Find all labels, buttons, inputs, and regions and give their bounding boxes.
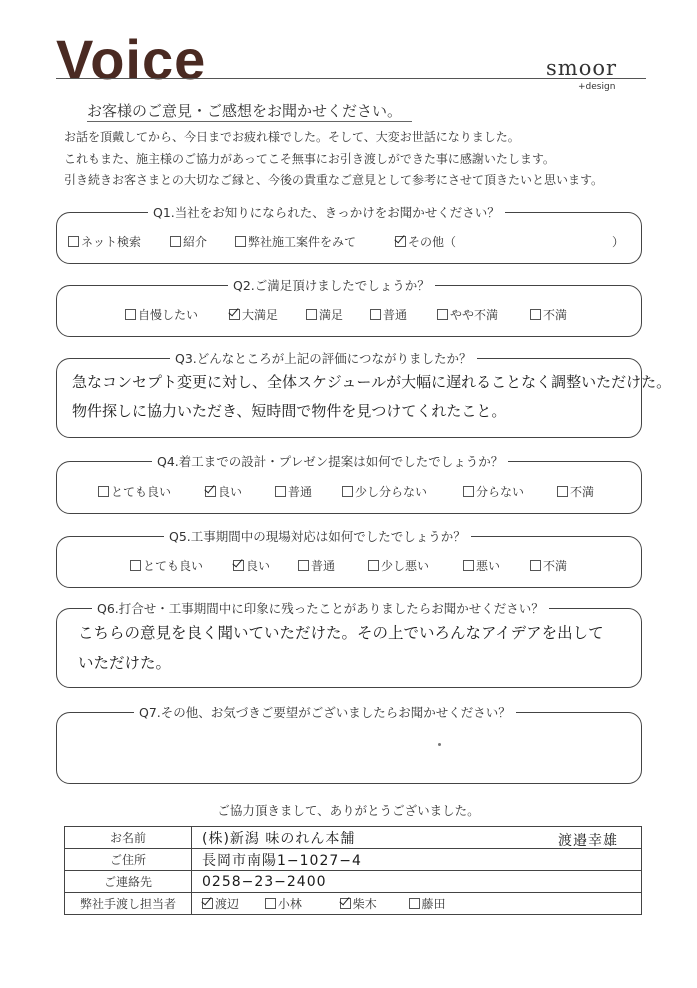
staff-row [65, 893, 642, 915]
address-row [65, 849, 642, 871]
checkbox[interactable] [530, 560, 541, 571]
staff-label: 弊社手渡し担当者 [65, 893, 192, 915]
staff-options-cell [192, 893, 642, 915]
contact-value-cell [192, 871, 642, 893]
q7-title: Q7.その他、お気づきご要望がございましたらお聞かせください？ [134, 703, 516, 721]
q1-option-other[interactable]: その他（ [395, 233, 456, 250]
checkbox-checked[interactable] [233, 560, 244, 571]
q5-option-6[interactable]: 不満 [530, 557, 567, 574]
q1-title: Q1.当社をお知りになられた、きっかけをお聞かせください？ [148, 203, 505, 221]
q7-answer [70, 728, 626, 776]
brand-logo: smoor [546, 56, 618, 80]
checkbox-checked[interactable] [229, 309, 240, 320]
checkbox[interactable] [125, 309, 136, 320]
contact-value: 0258−23−2400 [202, 873, 327, 890]
name-row [65, 827, 642, 849]
checkbox[interactable] [306, 309, 317, 320]
contact-row [65, 871, 642, 893]
staff-option-1[interactable]: 渡辺 [202, 897, 239, 911]
customer-info-table [64, 826, 642, 915]
checkbox[interactable] [235, 236, 246, 247]
q4-option-1[interactable]: とても良い [98, 483, 171, 500]
q3-box [56, 358, 642, 438]
q1-option-referral[interactable]: 紹介 [170, 233, 207, 250]
checkbox[interactable] [409, 898, 420, 909]
checkbox[interactable] [68, 236, 79, 247]
checkbox[interactable] [98, 486, 109, 497]
checkbox-checked[interactable] [205, 486, 216, 497]
checkbox-checked[interactable] [395, 236, 406, 247]
checkbox-checked[interactable] [202, 898, 213, 909]
intro-line-3: 引き続きお客さまとの大切なご縁と、今後の貴重なご意見として参考にさせて頂きたいと思います。 [64, 173, 604, 187]
address-value: 長岡市南陽1−1027−4 [202, 852, 362, 869]
q2-option-3[interactable]: 満足 [306, 306, 343, 323]
q1-option-project[interactable]: 弊社施工案件をみて [235, 233, 356, 250]
checkbox[interactable] [370, 309, 381, 320]
brand-subtitle: +design [578, 82, 616, 92]
q4-option-4[interactable]: 少し分らない [342, 483, 427, 500]
checkbox[interactable] [530, 309, 541, 320]
q3-answer-line-2: 物件探しに協力いただき、短時間で物件を見つけてくれたこと。 [72, 402, 507, 420]
address-value-cell [192, 849, 642, 871]
q2-option-2[interactable]: 大満足 [229, 306, 278, 323]
q1-other-close-paren: ） [612, 235, 625, 249]
stray-mark [438, 743, 441, 746]
staff-option-3[interactable]: 柴木 [340, 897, 377, 911]
q5-title: Q5.工事期間中の現場対応は如何でしたでしょうか？ [164, 527, 471, 545]
q2-title: Q2.ご満足頂けましたでしょうか？ [228, 276, 435, 294]
intro-line-2: これもまた、施主様のご協力があってこそ無事にお引き渡しができた事に感謝いたします。 [64, 152, 555, 166]
person-name: 渡邉幸雄 [558, 833, 618, 849]
q6-title: Q6.打合せ・工事期間中に印象に残ったことがありましたらお聞かせください？ [92, 599, 549, 617]
q4-option-3[interactable]: 普通 [275, 483, 312, 500]
q5-option-3[interactable]: 普通 [298, 557, 335, 574]
q5-option-2[interactable]: 良い [233, 557, 270, 574]
q4-title: Q4.着工までの設計・プレゼン提案は如何でしたでしょうか？ [152, 452, 508, 470]
checkbox[interactable] [463, 560, 474, 571]
checkbox[interactable] [275, 486, 286, 497]
q2-option-1[interactable]: 自慢したい [125, 306, 198, 323]
q2-option-4[interactable]: 普通 [370, 306, 407, 323]
checkbox[interactable] [298, 560, 309, 571]
q6-answer-line-1: こちらの意見を良く聞いていただけた。その上でいろんなアイデアを出して [78, 624, 604, 642]
contact-label: ご連絡先 [65, 871, 192, 893]
intro-line-1: お話を頂戴してから、今日までお疲れ様でした。そして、大変お世話になりました。 [64, 130, 520, 144]
q3-title: Q3.どんなところが上記の評価につながりましたか？ [170, 349, 477, 367]
checkbox[interactable] [368, 560, 379, 571]
q5-option-4[interactable]: 少し悪い [368, 557, 429, 574]
voice-title: Voice [56, 28, 207, 91]
staff-option-2[interactable]: 小林 [265, 897, 302, 911]
checkbox[interactable] [437, 309, 448, 320]
q6-box [56, 608, 642, 688]
name-value-cell [192, 827, 642, 849]
company-name: (株)新潟 味のれん本舗 [202, 830, 356, 847]
thanks-message: ご協力頂きまして、ありがとうございました。 [217, 803, 480, 818]
q2-option-6[interactable]: 不満 [530, 306, 567, 323]
intro-underline [87, 121, 412, 122]
q6-answer-line-2: いただけた。 [78, 654, 172, 672]
q4-option-2[interactable]: 良い [205, 483, 242, 500]
checkbox[interactable] [130, 560, 141, 571]
q5-option-5[interactable]: 悪い [463, 557, 500, 574]
q3-answer-line-1: 急なコンセプト変更に対し、全体スケジュールが大幅に遅れることなく調整いただけた。 [72, 373, 672, 391]
checkbox[interactable] [557, 486, 568, 497]
q1-option-net[interactable]: ネット検索 [68, 233, 141, 250]
checkbox[interactable] [342, 486, 353, 497]
checkbox[interactable] [463, 486, 474, 497]
q2-option-5[interactable]: やや不満 [437, 306, 498, 323]
address-label: ご住所 [65, 849, 192, 871]
q4-option-5[interactable]: 分らない [463, 483, 524, 500]
staff-option-4[interactable]: 藤田 [409, 897, 446, 911]
name-label: お名前 [65, 827, 192, 849]
checkbox-checked[interactable] [340, 898, 351, 909]
q4-option-6[interactable]: 不満 [557, 483, 594, 500]
intro-heading: お客様のご意見・ご感想をお聞かせください。 [87, 102, 403, 120]
checkbox[interactable] [265, 898, 276, 909]
q5-option-1[interactable]: とても良い [130, 557, 203, 574]
checkbox[interactable] [170, 236, 181, 247]
